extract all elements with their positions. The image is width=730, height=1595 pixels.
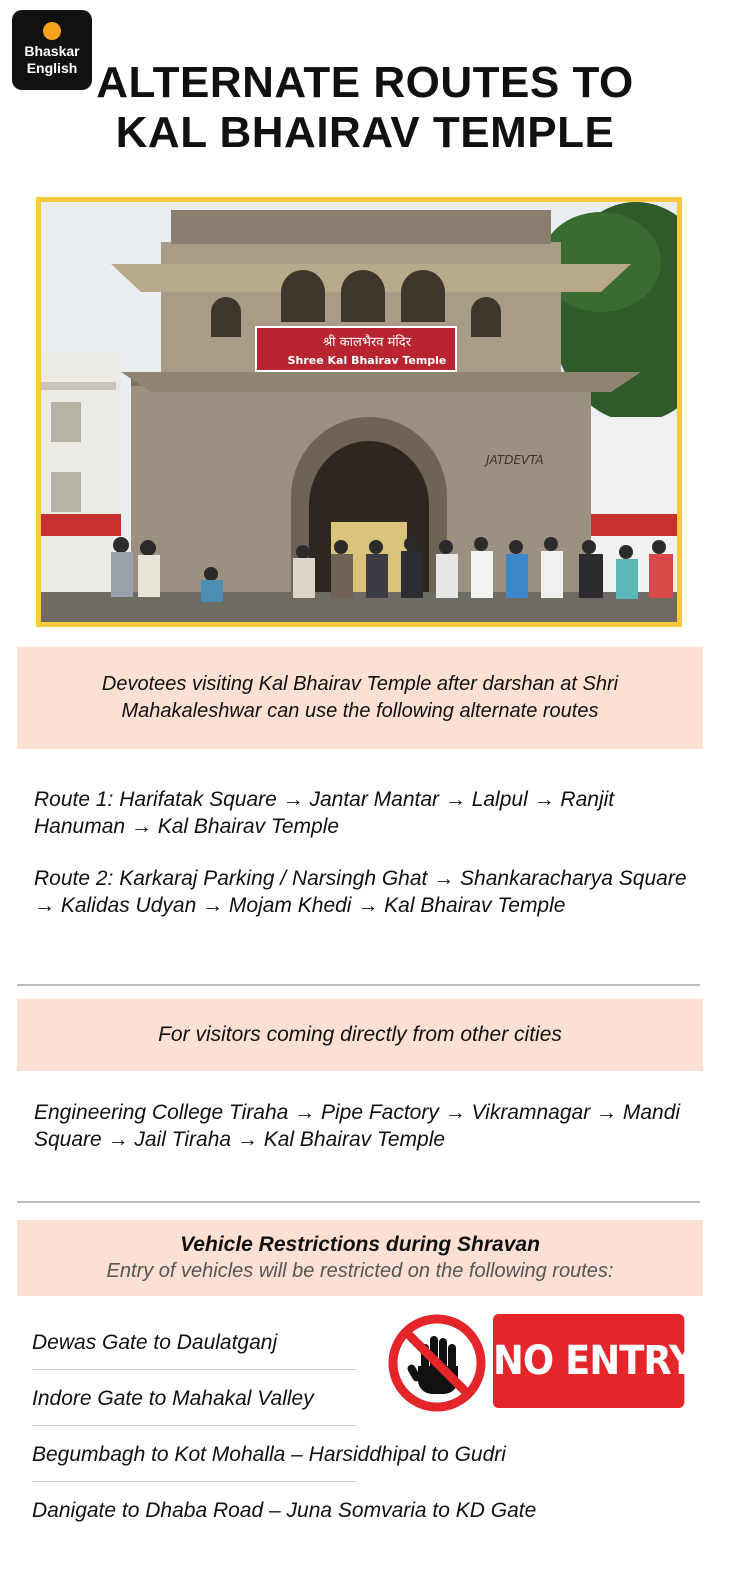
no-entry-sign: NO ENTRY [493, 1314, 684, 1408]
restricted-route-item: Begumbagh to Kot Mohalla – Harsiddhipal to Gudri [32, 1443, 506, 1466]
intro-text: Devotees visiting Kal Bhairav Temple after darshan at Shri Mahakaleshwar can use the following alternate routes [101, 673, 619, 722]
route-1-text: Route 1: Harifatak Square → Jantar Mantar → Lalpul → Ranjit Hanuman → Kal Bhairav Temple [34, 788, 615, 838]
restricted-route-item: Danigate to Dhaba Road – Juna Somvaria to KD Gate [32, 1499, 537, 1522]
no-entry-hand-icon [388, 1314, 486, 1412]
restrictions-subheading: Entry of vehicles will be restricted on the following routes: [106, 1260, 614, 1282]
restricted-route-item: Indore Gate to Mahakal Valley [32, 1387, 314, 1410]
logo-line-2: English [26, 60, 78, 76]
restricted-route-item: Dewas Gate to Daulatganj [32, 1331, 278, 1354]
other-cities-route-text: Engineering College Tiraha → Pipe Factory → Vikramnagar → Mandi Square → Jail Tiraha → Kal Bhairav Temple [34, 1101, 681, 1151]
temple-photo-frame [36, 197, 682, 627]
divider [17, 1201, 700, 1203]
title-line-2: KAL BHAIRAV TEMPLE [115, 108, 615, 157]
list-divider [32, 1425, 356, 1426]
divider [17, 984, 700, 986]
page-title [0, 58, 730, 158]
restrictions-heading: Vehicle Restrictions during Shravan [180, 1233, 540, 1256]
wall-text: JATDEVTA [486, 453, 544, 467]
logo-dot-icon [43, 22, 61, 40]
title-line-1: ALTERNATE ROUTES TO [96, 58, 634, 107]
list-divider [32, 1369, 356, 1370]
list-divider [32, 1481, 356, 1482]
temple-sign-hindi: श्री कालभैरव मंदिर [322, 335, 412, 350]
other-cities-heading: For visitors coming directly from other cities [17, 999, 703, 1071]
restrictions-box [17, 1220, 703, 1296]
temple-photo [41, 202, 677, 622]
intro-box [17, 647, 703, 749]
logo-line-1: Bhaskar [24, 43, 80, 59]
temple-sign-english: Shree Kal Bhairav Temple [287, 354, 447, 367]
route-2-text: Route 2: Karkaraj Parking / Narsingh Ghat → Shankaracharya Square → Kalidas Udyan → Mojam Khedi → Kal Bhairav Temple [34, 867, 687, 917]
